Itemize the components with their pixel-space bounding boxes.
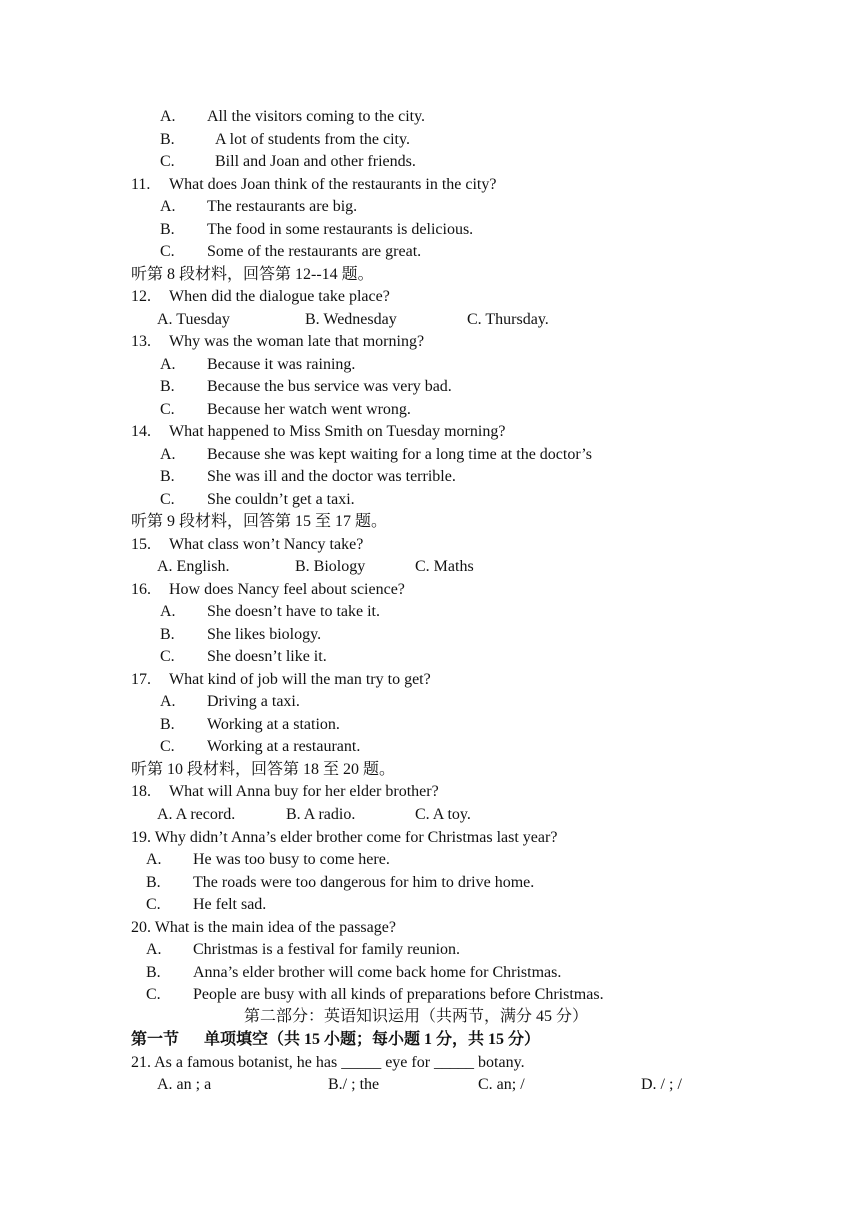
q17-option-a: A. Driving a taxi.: [160, 693, 300, 710]
q19-stem: 19. Why didn’t Anna’s elder brother come for Christmas last year?: [131, 829, 558, 846]
q12-option-c: C. Thursday.: [467, 311, 549, 328]
q13-stem: 13. Why was the woman late that morning?: [131, 333, 425, 350]
q18-option-c: C. A toy.: [415, 806, 471, 823]
q14-option-b: B. She was ill and the doctor was terrible.: [160, 468, 456, 485]
q15-option-a: A. English.: [157, 558, 230, 575]
q15-stem: 15. What class won’t Nancy take?: [131, 536, 364, 553]
q11-option-c: C. Some of the restaurants are great.: [160, 243, 422, 260]
q12-stem: 12. When did the dialogue take place?: [131, 288, 390, 305]
q14-option-a: A. Because she was kept waiting for a long time at the doctor’s: [160, 446, 592, 463]
q20-option-c: C. People are busy with all kinds of preparations before Christmas.: [146, 986, 604, 1003]
q18-stem: 18. What will Anna buy for her elder brother?: [131, 783, 439, 800]
q13-option-b: B. Because the bus service was very bad.: [160, 378, 452, 395]
part-2-title: 第二部分：英语知识运用（共两节，满分 45 分）: [244, 1008, 589, 1025]
q19-option-a: A. He was too busy to come here.: [146, 851, 390, 868]
q20-stem: 20. What is the main idea of the passage?: [131, 919, 396, 936]
q20-option-a: A. Christmas is a festival for family reunion.: [146, 941, 461, 958]
q21-option-b: B./ ; the: [328, 1076, 380, 1093]
q19-option-b: B. The roads were too dangerous for him to drive home.: [146, 874, 535, 891]
q10-option-b: B. A lot of students from the city.: [160, 131, 410, 148]
q17-option-b: B. Working at a station.: [160, 716, 340, 733]
q11-option-a: A. The restaurants are big.: [160, 198, 358, 215]
q17-stem: 17. What kind of job will the man try to get?: [131, 671, 431, 688]
section-8-instruction: 听第 8 段材料，回答第 12--14 题。: [131, 266, 374, 283]
section-1-heading: 第一节 单项填空（共 15 小题；每小题 1 分，共 15 分）: [131, 1031, 541, 1048]
q12-option-b: B. Wednesday: [305, 311, 397, 328]
q21-stem: 21. As a famous botanist, he has _____ eye for _____ botany.: [131, 1054, 525, 1071]
q11-stem: 11. What does Joan think of the restaurants in the city?: [131, 176, 497, 193]
q19-option-c: C. He felt sad.: [146, 896, 267, 913]
q12-option-a: A. Tuesday: [157, 311, 230, 328]
q10-option-a: A. All the visitors coming to the city.: [160, 108, 426, 125]
q21-option-a: A. an ; a: [157, 1076, 212, 1093]
q21-option-d: D. / ; /: [641, 1076, 682, 1093]
section-10-instruction: 听第 10 段材料，回答第 18 至 20 题。: [131, 761, 396, 778]
q21-option-c: C. an; /: [478, 1076, 525, 1093]
q17-option-c: C. Working at a restaurant.: [160, 738, 361, 755]
q14-stem: 14. What happened to Miss Smith on Tuesday morning?: [131, 423, 506, 440]
q16-stem: 16. How does Nancy feel about science?: [131, 581, 405, 598]
q14-option-c: C. She couldn’t get a taxi.: [160, 491, 355, 508]
q20-option-b: B. Anna’s elder brother will come back home for Christmas.: [146, 964, 562, 981]
q15-option-c: C. Maths: [415, 558, 474, 575]
q18-option-b: B. A radio.: [286, 806, 356, 823]
q11-option-b: B. The food in some restaurants is delicious.: [160, 221, 474, 238]
q16-option-a: A. She doesn’t have to take it.: [160, 603, 380, 620]
q10-option-c: C. Bill and Joan and other friends.: [160, 153, 416, 170]
section-9-instruction: 听第 9 段材料，回答第 15 至 17 题。: [131, 513, 388, 530]
q13-option-c: C. Because her watch went wrong.: [160, 401, 411, 418]
q15-option-b: B. Biology: [295, 558, 366, 575]
q16-option-c: C. She doesn’t like it.: [160, 648, 327, 665]
q13-option-a: A. Because it was raining.: [160, 356, 356, 373]
q18-option-a: A. A record.: [157, 806, 236, 823]
q16-option-b: B. She likes biology.: [160, 626, 322, 643]
